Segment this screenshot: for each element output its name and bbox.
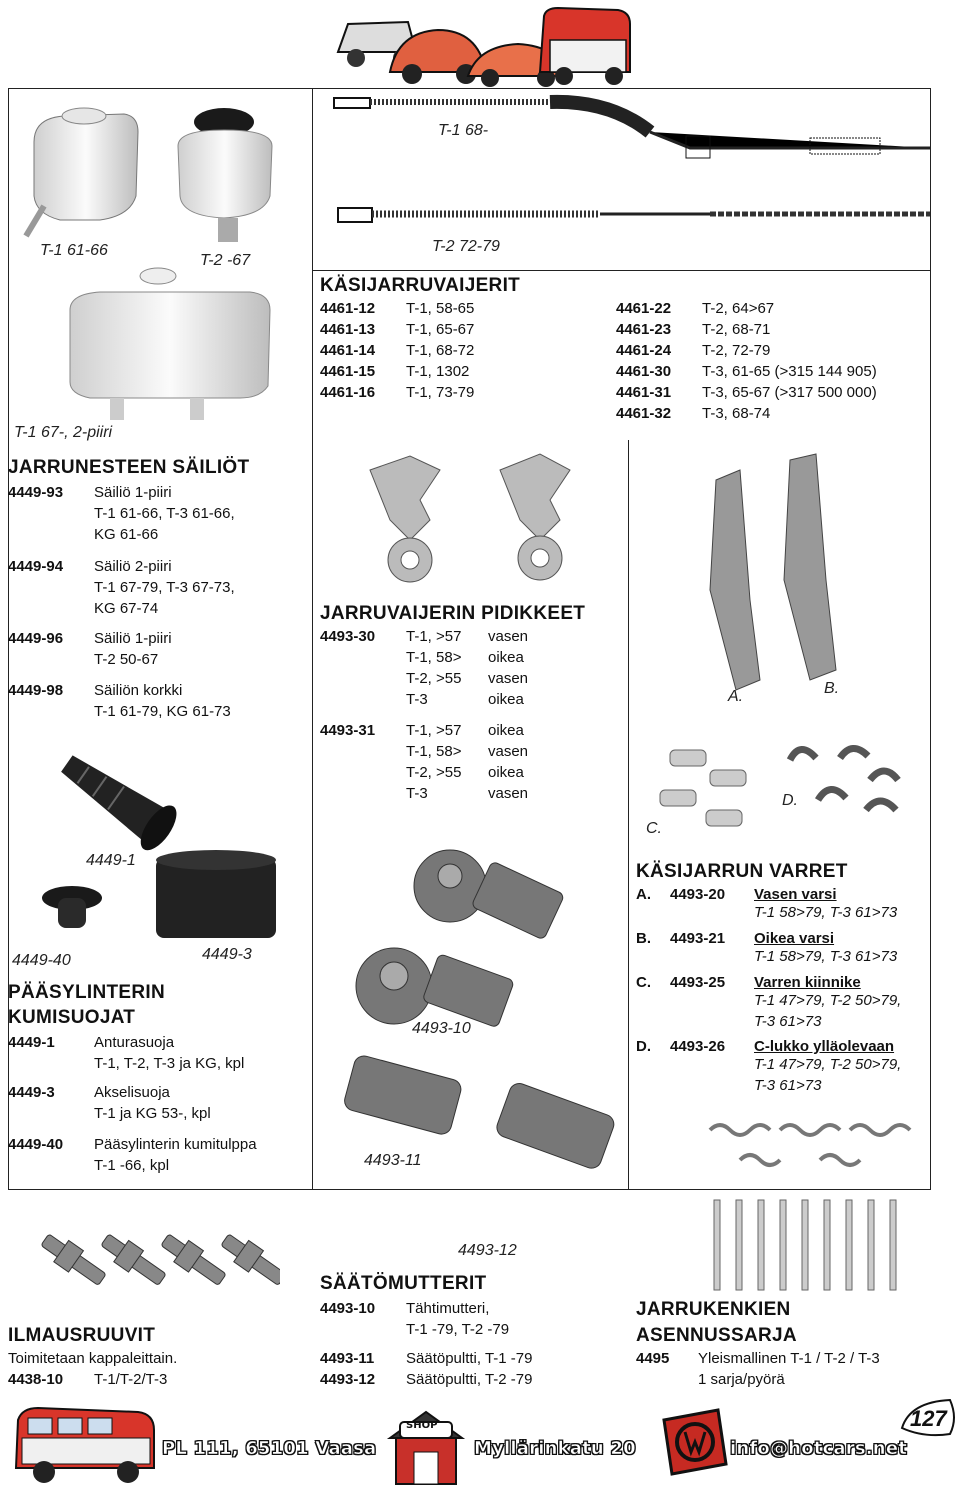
product-side: oikea (488, 722, 524, 739)
reservoir-photo (20, 96, 310, 426)
lever-letter: B. (636, 930, 651, 947)
product-row (320, 1369, 406, 1390)
product-row (320, 319, 474, 340)
product-desc: T-3, 68-74 (702, 405, 771, 422)
cable-photo (330, 92, 930, 262)
product-desc: Säiliö 1-piiri (94, 630, 172, 647)
caption: T-1 68- (438, 122, 489, 139)
product-desc: T-3, 61-65 (>315 144 905) (702, 363, 877, 380)
section-heading: PÄÄSYLINTERIN (8, 982, 165, 1003)
product-desc: KG 67-74 (94, 600, 159, 617)
bleeder-note: Toimitetaan kappaleittain. (8, 1350, 178, 1367)
product-desc: T-2, 64>67 (702, 300, 775, 317)
product-row (8, 482, 94, 503)
product-side: vasen (488, 670, 529, 687)
product-code: 4449-93 (8, 484, 64, 501)
product-code: 4461-32 (616, 405, 672, 422)
product-fit: T-1 58>79, T-3 61>73 (754, 948, 898, 965)
section-heading: JARRUVAIJERIN PIDIKKEET (320, 603, 586, 624)
product-model: T-2, >55 (406, 670, 462, 687)
product-desc: T-1 61-79, KG 61-73 (94, 703, 231, 720)
section-heading: SÄÄTÖMUTTERIT (320, 1273, 487, 1294)
header-cars-illustration (318, 2, 638, 88)
product-code: 4461-13 (320, 321, 376, 338)
caption: T-2 72-79 (432, 238, 500, 255)
product-desc: Säiliö 1-piiri (94, 484, 172, 501)
label-a: A. (728, 688, 744, 705)
product-code: 4461-14 (320, 342, 376, 359)
product-row (8, 1134, 94, 1155)
product-model: T-1, 58> (406, 649, 462, 666)
product-row (320, 1348, 406, 1369)
product-desc: T-1 61-66, T-3 61-66, (94, 505, 235, 522)
caption: 4449-40 (12, 952, 71, 969)
product-code: 4493-31 (320, 722, 376, 739)
product-desc: T-1, 68-72 (406, 342, 475, 359)
product-row (320, 1298, 406, 1319)
product-row (8, 628, 94, 649)
product-desc: T-1, 58-65 (406, 300, 475, 317)
shop-logo-text: SHOP (406, 1420, 438, 1431)
product-code: 4461-23 (616, 321, 672, 338)
product-fit: T-1 47>79, T-2 50>79, (754, 1056, 902, 1073)
product-model: T-1, >57 (406, 722, 462, 739)
product-desc: T-1 -79, T-2 -79 (406, 1321, 510, 1338)
product-side: vasen (488, 628, 529, 645)
product-desc: Pääsylinterin kumitulppa (94, 1136, 257, 1153)
product-code: 4461-22 (616, 300, 672, 317)
product-desc: T-1 ja KG 53-, kpl (94, 1105, 211, 1122)
caption: T-2 -67 (200, 252, 251, 269)
product-model: T-3 (406, 691, 428, 708)
product-code: 4461-16 (320, 384, 376, 401)
caption: T-1 67-, 2-piiri (14, 424, 113, 441)
product-desc: T-3, 65-67 (>317 500 000) (702, 384, 877, 401)
product-row (616, 298, 774, 319)
product-desc: Tähtimutteri, (406, 1300, 490, 1317)
divider (312, 88, 313, 1190)
boot-photo (36, 748, 296, 958)
product-code: 4449-40 (8, 1136, 64, 1153)
product-desc: T-1, 1302 (406, 363, 470, 380)
product-desc: T-2, 72-79 (702, 342, 771, 359)
product-fit: T-1 58>79, T-3 61>73 (754, 904, 898, 921)
section-heading: KÄSIJARRUN VARRET (636, 861, 848, 882)
product-side: oikea (488, 691, 524, 708)
lever-letter: A. (636, 886, 651, 903)
product-code: 4493-25 (670, 974, 726, 991)
product-row (616, 319, 770, 340)
product-code: 4449-96 (8, 630, 64, 647)
product-code: 4461-12 (320, 300, 376, 317)
product-row (320, 340, 474, 361)
product-name: Varren kiinnike (754, 974, 861, 991)
page-number: 127 (910, 1406, 947, 1431)
product-code: 4449-94 (8, 558, 64, 575)
product-desc: Säätöpultti, T-1 -79 (406, 1350, 533, 1367)
product-row (616, 382, 877, 403)
product-code (320, 626, 406, 647)
vw-key-icon (658, 1404, 732, 1484)
divider (628, 440, 629, 1190)
product-row (320, 361, 469, 382)
product-code: 4461-30 (616, 363, 672, 380)
product-row (320, 382, 474, 403)
product-row (616, 361, 877, 382)
product-name: C-lukko ylläolevaan (754, 1038, 895, 1055)
clip-photo (350, 440, 590, 600)
product-desc: T-1/T-2/T-3 (94, 1371, 168, 1388)
lever-letter: D. (636, 1038, 651, 1055)
product-fit: T-3 61>73 (754, 1077, 822, 1094)
product-desc: T-1, 65-67 (406, 321, 475, 338)
product-code: 4449-3 (8, 1084, 55, 1101)
caption: 4449-3 (202, 946, 252, 963)
product-desc: KG 61-66 (94, 526, 159, 543)
product-desc: Säätöpultti, T-2 -79 (406, 1371, 533, 1388)
product-row (616, 403, 770, 424)
section-heading: ASENNUSSARJA (636, 1325, 797, 1346)
product-code: 4493-30 (320, 628, 376, 645)
product-row (8, 680, 94, 701)
spring-row (636, 1348, 880, 1369)
caption: 4493-12 (458, 1242, 517, 1259)
product-model: T-2, >55 (406, 764, 462, 781)
footer-bus-illustration (8, 1398, 158, 1486)
label-c: C. (646, 820, 662, 837)
product-code: 4493-26 (670, 1038, 726, 1055)
product-desc: Akselisuoja (94, 1084, 170, 1101)
product-side: vasen (488, 785, 529, 802)
spring-row-2: 1 sarja/pyörä (698, 1371, 785, 1388)
product-code: 4461-31 (616, 384, 672, 401)
section-heading: JARRUKENKIEN (636, 1299, 791, 1320)
lever-letter: C. (636, 974, 651, 991)
product-desc: T-2 50-67 (94, 651, 159, 668)
product-row (320, 298, 474, 319)
product-code: 4493-20 (670, 886, 726, 903)
section-heading: KUMISUOJAT (8, 1007, 136, 1028)
caption: 4493-10 (412, 1020, 471, 1037)
product-code: 4461-24 (616, 342, 672, 359)
product-row (8, 1032, 94, 1053)
product-code: 4493-12 (320, 1371, 376, 1388)
product-desc: T-1 67-79, T-3 67-73, (94, 579, 235, 596)
adjuster-photo (340, 836, 620, 1256)
product-code: 4493-21 (670, 930, 726, 947)
section-heading: ILMAUSRUUVIT (8, 1325, 156, 1346)
product-code: 4493-10 (320, 1300, 376, 1317)
product-desc: Anturasuoja (94, 1034, 175, 1051)
spring-photo (700, 1110, 920, 1300)
product-code: 4461-15 (320, 363, 376, 380)
footer-address: PL 111, 65101 Vaasa (162, 1438, 377, 1459)
product-code (320, 720, 406, 741)
product-row (8, 1082, 94, 1103)
label-b: B. (824, 680, 840, 697)
product-side: vasen (488, 743, 529, 760)
product-name: Vasen varsi (754, 886, 837, 903)
product-code: 4449-1 (8, 1034, 55, 1051)
product-name: Oikea varsi (754, 930, 835, 947)
product-desc: Säiliön korkki (94, 682, 183, 699)
product-fit: T-1 47>79, T-2 50>79, (754, 992, 902, 1009)
footer-email: info@hotcars.net (730, 1438, 908, 1459)
product-fit: T-3 61>73 (754, 1013, 822, 1030)
product-model: T-1, >57 (406, 628, 462, 645)
section-heading: KÄSIJARRUVAIJERIT (320, 275, 521, 296)
product-desc: T-2, 68-71 (702, 321, 771, 338)
divider (312, 270, 931, 271)
product-desc: Säiliö 2-piiri (94, 558, 172, 575)
caption: 4449-1 (86, 852, 136, 869)
product-desc: T-1, 73-79 (406, 384, 475, 401)
product-row (8, 556, 94, 577)
footer-street: Myllärinkatu 20 (474, 1438, 636, 1459)
label-d: D. (782, 792, 798, 809)
product-code: 4449-98 (8, 682, 64, 699)
product-desc: T-1, T-2, T-3 ja KG, kpl (94, 1055, 245, 1072)
section-heading: JARRUNESTEEN SÄILIÖT (8, 457, 250, 478)
product-model: T-3 (406, 785, 428, 802)
product-side: oikea (488, 649, 524, 666)
bleeder-row (8, 1369, 167, 1390)
product-row (616, 340, 770, 361)
caption: T-1 61-66 (40, 242, 108, 259)
product-code: 4495 (636, 1350, 670, 1367)
product-code: 4438-10 (8, 1371, 64, 1388)
product-model: T-1, 58> (406, 743, 462, 760)
product-code: 4493-11 (320, 1350, 375, 1367)
caption: 4493-11 (364, 1152, 422, 1169)
product-side: oikea (488, 764, 524, 781)
bleeder-photo (30, 1196, 280, 1316)
product-desc: Yleismallinen T-1 / T-2 / T-3 (698, 1350, 880, 1367)
product-desc: T-1 -66, kpl (94, 1157, 170, 1174)
